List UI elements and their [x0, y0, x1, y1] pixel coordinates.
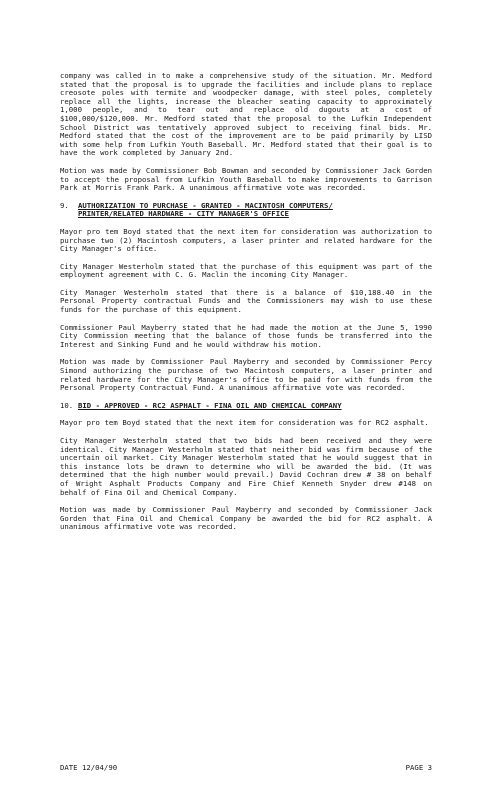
item-10-title: BID - APPROVED - RC2 ASPHALT - FINA OIL AND CHEMICAL COMPANY — [78, 400, 342, 410]
item-10-paragraph: Mayor pro tem Boyd stated that the next item for consideration was for RC2 asphalt. — [60, 418, 429, 428]
footer-date: DATE 12/04/90 — [60, 763, 118, 772]
item-9-number: 9. — [60, 200, 69, 210]
paragraph-motion-garrison-park: Motion was made by Commissioner Bob Bowman and seconded by Commissioner Jack Gorden to accept the proposal from Lufkin Youth Baseball to make improvements to Garrison Park at Morris Frank Park. A unanimous affirmative vote was recorded. — [60, 165, 432, 193]
item-9-title-line2: PRINTER/RELATED HARDWARE - CITY MANAGER'S OFFICE — [78, 209, 289, 219]
item-9-paragraph: Motion was made by Commissioner Paul Mayberry and seconded by Commissioner Percy Simond authorizing the purchase of two Macintosh computers, a laser printer and related hardware for the City Manager's office to be paid for with funds from the Personal Property Contractual Fund. A unanimous affirmative vote was recorded. — [60, 357, 432, 393]
item-9-paragraph: Mayor pro tem Boyd stated that the next item for consideration was authorization to purchase two (2) Macintosh computers, a laser printer and related hardware for the City Manager's office. — [60, 226, 432, 254]
page-footer — [60, 763, 432, 772]
item-10-paragraph: Motion was made by Commissioner Paul Mayberry and seconded by Commissioner Jack Gorden that Fina Oil and Chemical Company be awarded the bid for RC2 asphalt. A unanimous affirmative vote was recorded. — [60, 505, 432, 532]
item-9-heading — [60, 202, 432, 219]
paragraph-continued-study: company was called in to make a comprehensive study of the situation. Mr. Medford stated that the proposal is to upgrade the facilities and include plans to replace creosote poles with termite and woodpecker damage, with steel poles, completely replace all the lights, increase the bleacher seating capacity to approximately 1,000 people, and to tear out and replace old dugouts at a cost of $100,000/$120,000. Mr. Medford stated that the proposal to the Lufkin Independent School District was tentatively approved subject to receiving final bids. Mr. Medford stated that the cost of the improvement are to be paid primarily by LISD with some help from Lufkin Youth Baseball. Mr. Medford stated that their goal is to have the work completed by January 2nd. — [60, 71, 432, 158]
item-9-paragraph: City Manager Westerholm stated that there is a balance of $10,188.40 in the Personal Property contractual Funds and the Commissioners may wish to use these funds for the purchase of this equipment. — [60, 287, 432, 315]
item-10-number: 10. — [60, 400, 74, 410]
item-9-paragraph: City Manager Westerholm stated that the purchase of this equipment was part of the employment agreement with C. G. Maclin the incoming City Manager. — [60, 261, 432, 280]
item-10-paragraph: City Manager Westerholm stated that two bids had been received and they were identical. City Manager Westerholm stated that neither bid was firm because of the uncertain oil market. City Manager Westerholm stated that he would suggest that in this instance lots be drawn to determine who will be awarded the bid. (It was determined that the high number would prevail.) David Cochran drew # 38 on behalf of Wright Asphalt Products Company and Fire Chief Kenneth Snyder drew #148 on behalf of Fina Oil and Chemical Company. — [60, 436, 432, 497]
document-body — [60, 72, 432, 541]
item-9-paragraph: Commissioner Paul Mayberry stated that he had made the motion at the June 5, 1990 City Commission meeting that the balance of those funds be transferred into the Interest and Sinking Fund and he would withdraw his motion. — [60, 322, 432, 349]
item-10-heading — [60, 402, 432, 411]
item-9-title-line1: AUTHORIZATION TO PURCHASE - GRANTED - MACINTOSH COMPUTERS/ — [78, 200, 333, 210]
footer-page-number: PAGE 3 — [405, 763, 432, 772]
